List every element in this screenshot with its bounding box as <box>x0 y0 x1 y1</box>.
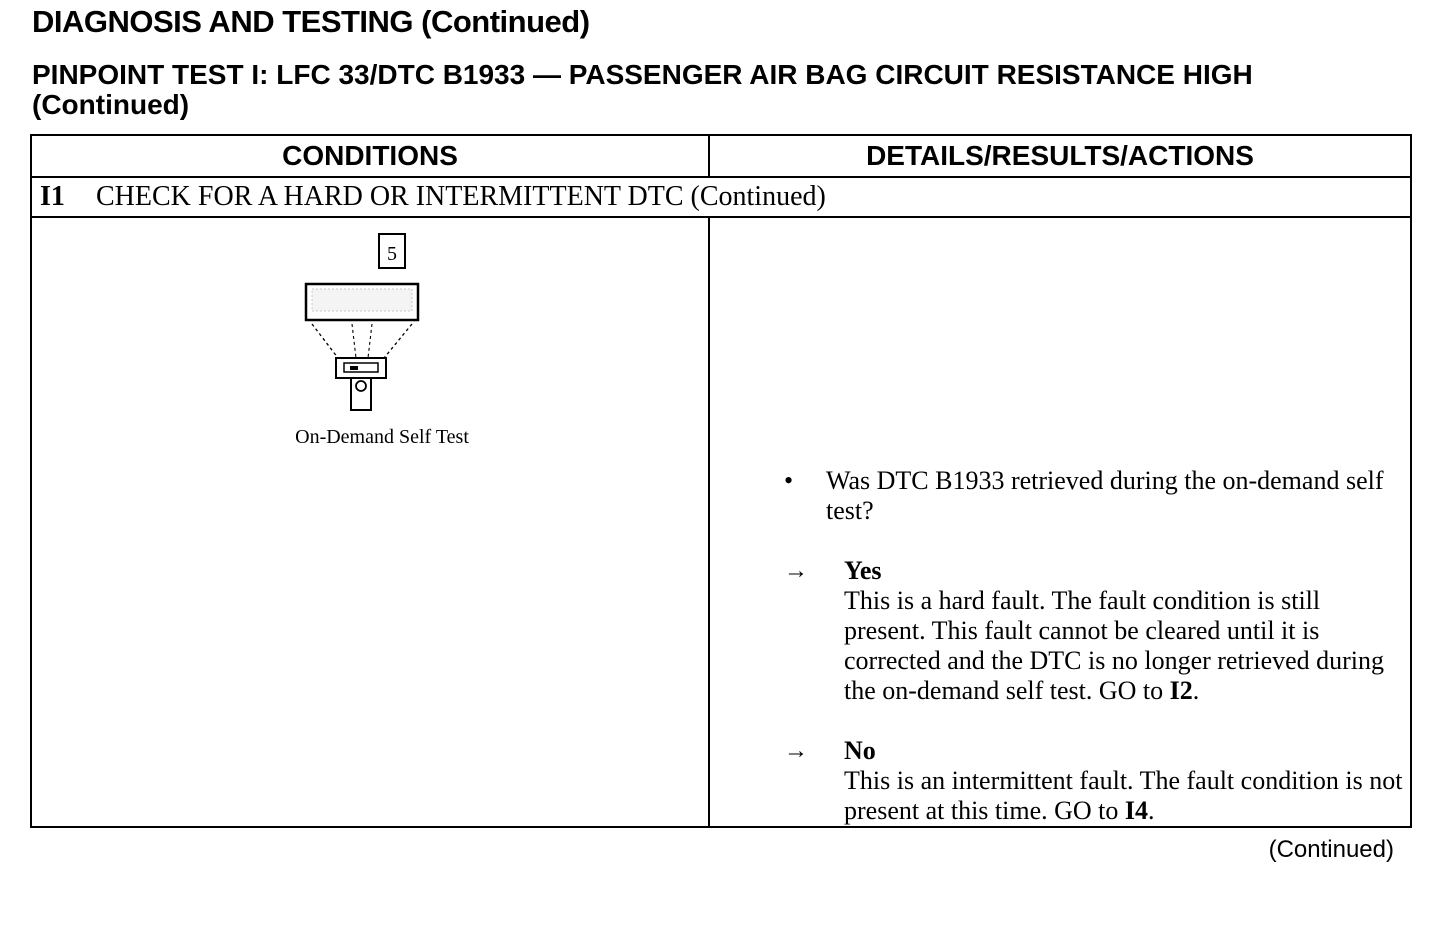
tester-button-icon <box>356 381 366 391</box>
tester-indicator <box>350 366 358 370</box>
conditions-header: CONDITIONS <box>282 140 458 171</box>
arrow-right-icon: → <box>784 558 808 584</box>
answer-yes <box>784 556 1404 706</box>
cable-right <box>384 324 412 358</box>
arrow-right-icon: → <box>784 738 808 764</box>
cable-middle-left <box>352 324 356 358</box>
goto-step-i2: I2 <box>1169 676 1193 705</box>
answer-yes-end: . <box>1192 676 1200 705</box>
question-text: Was DTC B1933 retrieved during the on-demand self test? <box>826 466 1384 525</box>
step-title: CHECK FOR A HARD OR INTERMITTENT DTC (Continued) <box>96 181 826 212</box>
display-screen <box>312 289 412 311</box>
answer-yes-label: Yes <box>844 556 882 585</box>
step-number: I1 <box>40 181 65 212</box>
answer-no-body: This is an intermittent fault. The fault condition is not present at this time. GO to <box>844 766 1403 825</box>
answer-yes-text <box>844 586 1404 706</box>
pinpoint-test-title: PINPOINT TEST I: LFC 33/DTC B1933 — PASSENGER AIR BAG CIRCUIT RESISTANCE HIGH (Continued) <box>32 59 1253 120</box>
answer-no <box>784 736 1404 826</box>
scan-tool-illustration <box>292 232 492 422</box>
goto-step-i4: I4 <box>1124 796 1149 825</box>
step-box-number: 5 <box>387 243 397 265</box>
tester-window <box>344 363 378 372</box>
answer-no-label: No <box>844 736 876 765</box>
pinpoint-test-table <box>30 134 1412 828</box>
step-row <box>32 178 1410 216</box>
details-results-actions-header: DETAILS/RESULTS/ACTIONS <box>866 140 1254 171</box>
step-divider <box>32 216 1410 218</box>
continued-footer: (Continued) <box>1268 836 1394 863</box>
answer-no-end: . <box>1148 796 1155 825</box>
question <box>784 466 1404 526</box>
answer-yes-body: This is a hard fault. The fault condition is still present. This fault cannot be cleared until it is corrected and the DTC is no longer retrieved during the on-demand self test. GO to <box>844 586 1385 705</box>
column-divider <box>708 136 710 826</box>
illustration-caption: On-Demand Self Test <box>295 426 469 448</box>
cable-middle-right <box>368 324 372 358</box>
details-results-actions <box>784 466 1404 826</box>
bullet-icon: • <box>784 466 794 495</box>
page-title: DIAGNOSIS AND TESTING (Continued) <box>32 4 590 39</box>
cable-left <box>312 324 338 358</box>
answer-no-text <box>844 766 1404 826</box>
